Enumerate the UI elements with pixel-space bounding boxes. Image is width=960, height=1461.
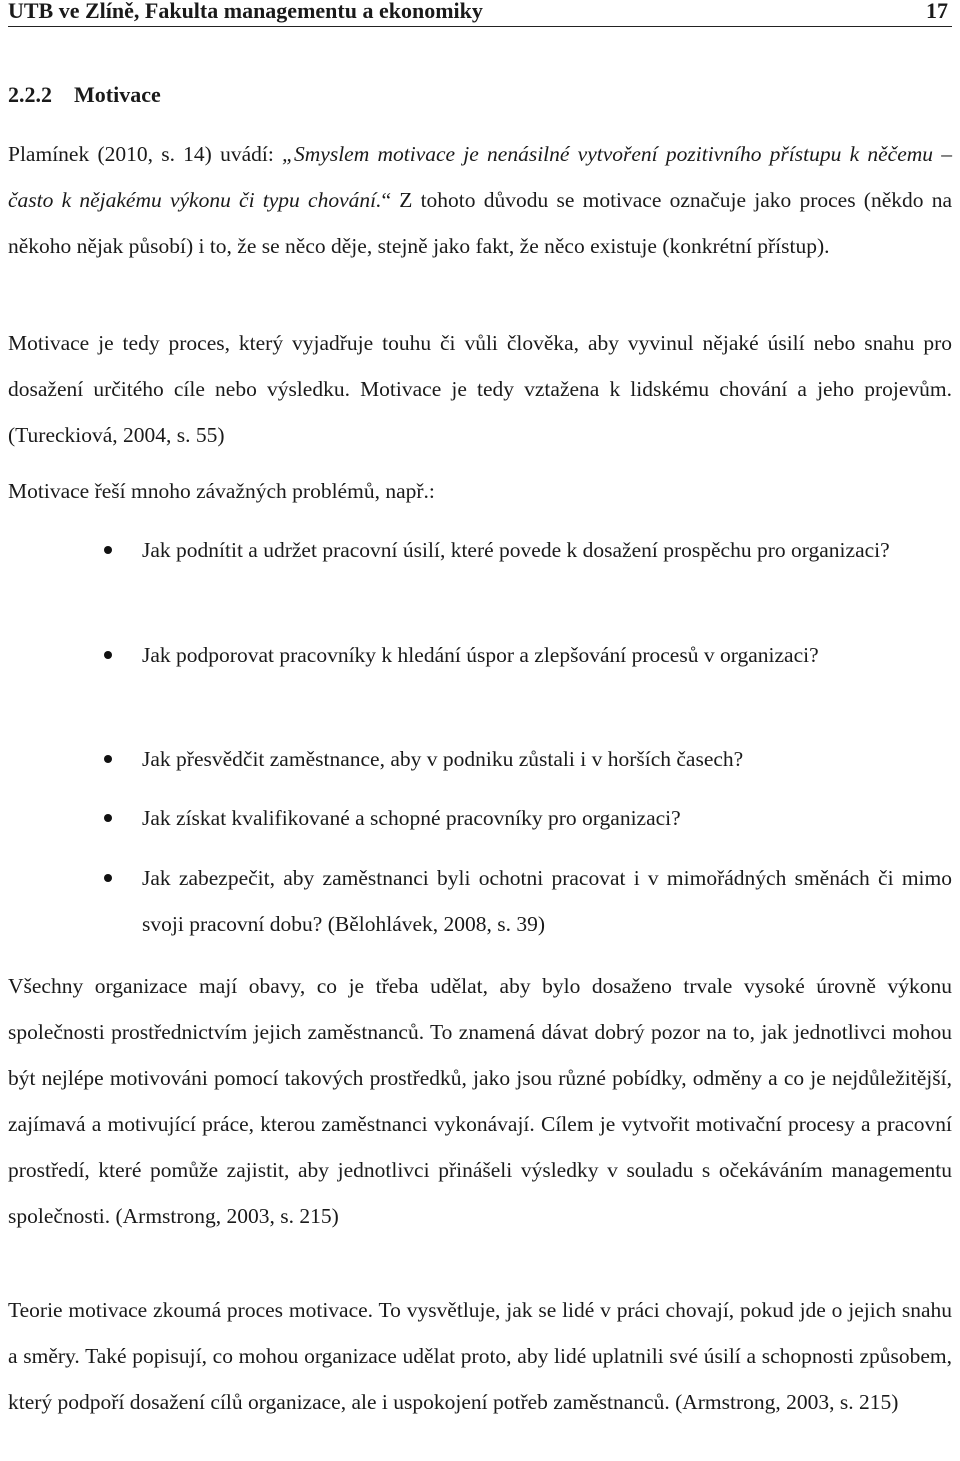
bullet-icon [104, 546, 112, 554]
bullet-icon [104, 755, 112, 763]
list-item-text: Jak podporovat pracovníky k hledání úspor a zlepšování procesů v organizaci? [142, 643, 819, 667]
section-heading [8, 82, 161, 108]
list-item-text: Jak zabezpečit, aby zaměstnanci byli ochotni pracovat i v mimořádných směnách či mimo svoji pracovní dobu? (Bělohlávek, 2008, s. 39) [142, 866, 952, 936]
bullet-icon [104, 651, 112, 659]
list-item-text: Jak přesvědčit zaměstnance, aby v podniku zůstali i v horších časech? [142, 747, 744, 771]
list-item-text: Jak podnítit a udržet pracovní úsilí, které povede k dosažení prospěchu pro organizaci? [142, 538, 890, 562]
paragraph-problems-intro: Motivace řeší mnoho závažných problémů, např.: [8, 479, 435, 503]
paragraph-motivation-process: Motivace je tedy proces, který vyjadřuje touhu či vůli člověka, aby vyvinul nějaké úsilí nebo snahu pro dosažení určitého cíle nebo výsledku. Motivace je tedy vztažena k lidskému chování a jeho projevům. (Tureckiová, 2004, s. 55) [8, 331, 952, 447]
quote: „Smyslem motivace je nenásilné vytvoření pozitivního přístupu k něčemu – často k nějakému výkonu či typu chování. [8, 142, 952, 212]
citation-intro: Plamínek (2010, s. 14) uvádí: [8, 142, 283, 166]
paragraph-continuation: “ Z tohoto důvodu se motivace označuje jako proces (někdo na někoho nějak působí) i to, že se něco děje, stejně jako fakt, že něco existuje (konkrétní přístup). [8, 188, 952, 258]
bullet-icon [104, 874, 112, 882]
section-number: 2.2.2 [8, 82, 52, 107]
bullet-icon [104, 814, 112, 822]
paragraph-definition [8, 131, 952, 269]
paragraph-organizations: Všechny organizace mají obavy, co je třeba udělat, aby bylo dosaženo trvale vysoké úrovně výkonu společnosti prostřednictvím jejich zaměstnanců. To znamená dávat dobrý pozor na to, jak jednotlivci mohou být nejlépe motivováni pomocí takových prostředků, jako jsou různé pobídky, odměny a co je nejdůležitější, zajímavá a motivující práce, kterou zaměstnanci vykonávají. Cílem je vytvořit motivační procesy a pracovní prostředí, které pomůže zajistit, aby jednotlivci přinášeli výsledky v souladu s očekáváním managementu společnosti. (Armstrong, 2003, s. 215) [8, 974, 952, 1228]
header-institution: UTB ve Zlíně, Fakulta managementu a ekonomiky [8, 0, 483, 23]
paragraph-motivation-theory: Teorie motivace zkoumá proces motivace. To vysvětluje, jak se lidé v práci chovají, pokud jde o jejich snahu a směry. Také popisují, co mohou organizace udělat proto, aby lidé uplatnili své úsilí a schopnosti způsobem, který podpoří dosažení cílů organizace, ale i uspokojení potřeb zaměstnanců. (Armstrong, 2003, s. 215) [8, 1298, 952, 1414]
list-item-text: Jak získat kvalifikované a schopné pracovníky pro organizaci? [142, 806, 681, 830]
page-number: 17 [926, 0, 948, 23]
section-title: Motivace [74, 82, 161, 107]
page-header [8, 0, 952, 27]
